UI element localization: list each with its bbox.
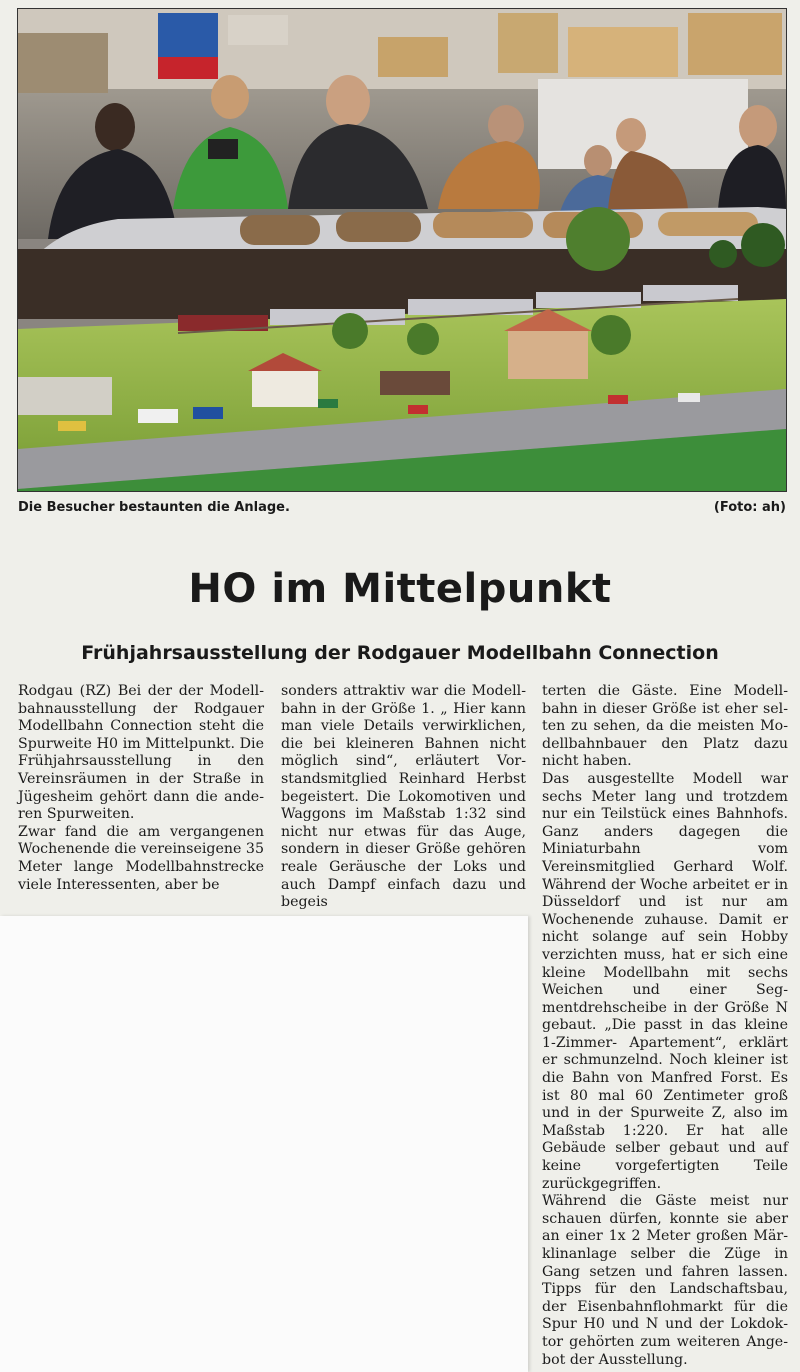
- headline: HO im Mittelpunkt: [188, 566, 612, 612]
- column-3-paragraph-3: Während die Gäste meist nur schauen dürfen, konnte sie aber an einer 1x 2 Meter großen Märklinanlage selber die Züge in Gang setzen und fahren lassen. Tipps für den Landschaftsbau, der Eisenbahnflohmarkt für die Spur H0 und N und der Lokdoktor gehörten zum weiteren Angebot der Ausstellung.: [542, 1193, 788, 1368]
- column-1-paragraph-1: Rodgau (RZ) Bei der der Modellbahnausstellung der Rodgauer Modellbahn Connection steht die Spurweite H0 im Mittelpunkt. Die Frühjahrsausstellung in den Vereinsräumen in der Straße in Jügesheim gehört dann die anderen Spurweiten.: [18, 683, 264, 823]
- article-column-1: [18, 683, 264, 894]
- photo-caption: Die Besucher bestaunten die Anlage.: [18, 500, 290, 515]
- column-2-paragraph-1: sonders attraktiv war die Modellbahn in der Größe 1. „ Hier kann man viele Details verwirklichen, die bei kleineren Bahnen nicht möglich sind“, erläutert Vorstandsmitglied Reinhard Herbst begeistert. Die Lokomotiven und Waggons im Maßstab 1:32 sind nicht nur etwas für das Auge, sondern in dieser Größe gehören reale Geräusche der Loks und auch Dampf einfach dazu und begeis: [281, 683, 526, 911]
- subheadline: Frühjahrsausstellung der Rodgauer Modellbahn Connection: [81, 642, 719, 664]
- article-column-3: [542, 683, 788, 1369]
- model-railway-photo: [18, 9, 786, 491]
- blank-paper-area: [0, 916, 528, 1372]
- column-1-paragraph-2: Zwar fand die am vergangenen Wochenende die vereinseigene 35 Meter lange Modellbahnstrecke viele Interessenten, aber be: [18, 823, 264, 893]
- article-column-2: [281, 683, 526, 912]
- article-photo: [17, 8, 787, 492]
- column-3-paragraph-2: Das ausgestellte Modell war sechs Meter lang und trotzdem nur ein Teilstück eines Bahnhofs. Ganz anders dagegen die Miniaturbahn vom Vereinsmitglied Gerhard Wolf. Während der Woche arbeitet er in Düsseldorf und ist nur am Wochenende zuhause. Damit er nicht solange auf sein Hobby verzichten muss, hat er sich eine kleine Modellbahn mit sechs Weichen und einer Segmentdrehscheibe in der Größe N gebaut. „Die passt in das kleine 1-Zimmer- Apartement“, erklärt er schmunzelnd. Noch kleiner ist die Bahn von Manfred Forst. Es ist 80 mal 60 Zentimeter groß und in der Spurweite Z, also im Maßstab 1:220. Er hat alle Gebäude selber gebaut und auf keine vorgefertigten Teile zurückgegriffen.: [542, 770, 788, 1192]
- photo-credit: (Foto: ah): [713, 500, 786, 515]
- column-3-paragraph-1: terten die Gäste. Eine Modellbahn in dieser Größe ist eher selten zu sehen, da die meisten Modellbahnbauer den Platz dazu nicht haben.: [542, 683, 788, 770]
